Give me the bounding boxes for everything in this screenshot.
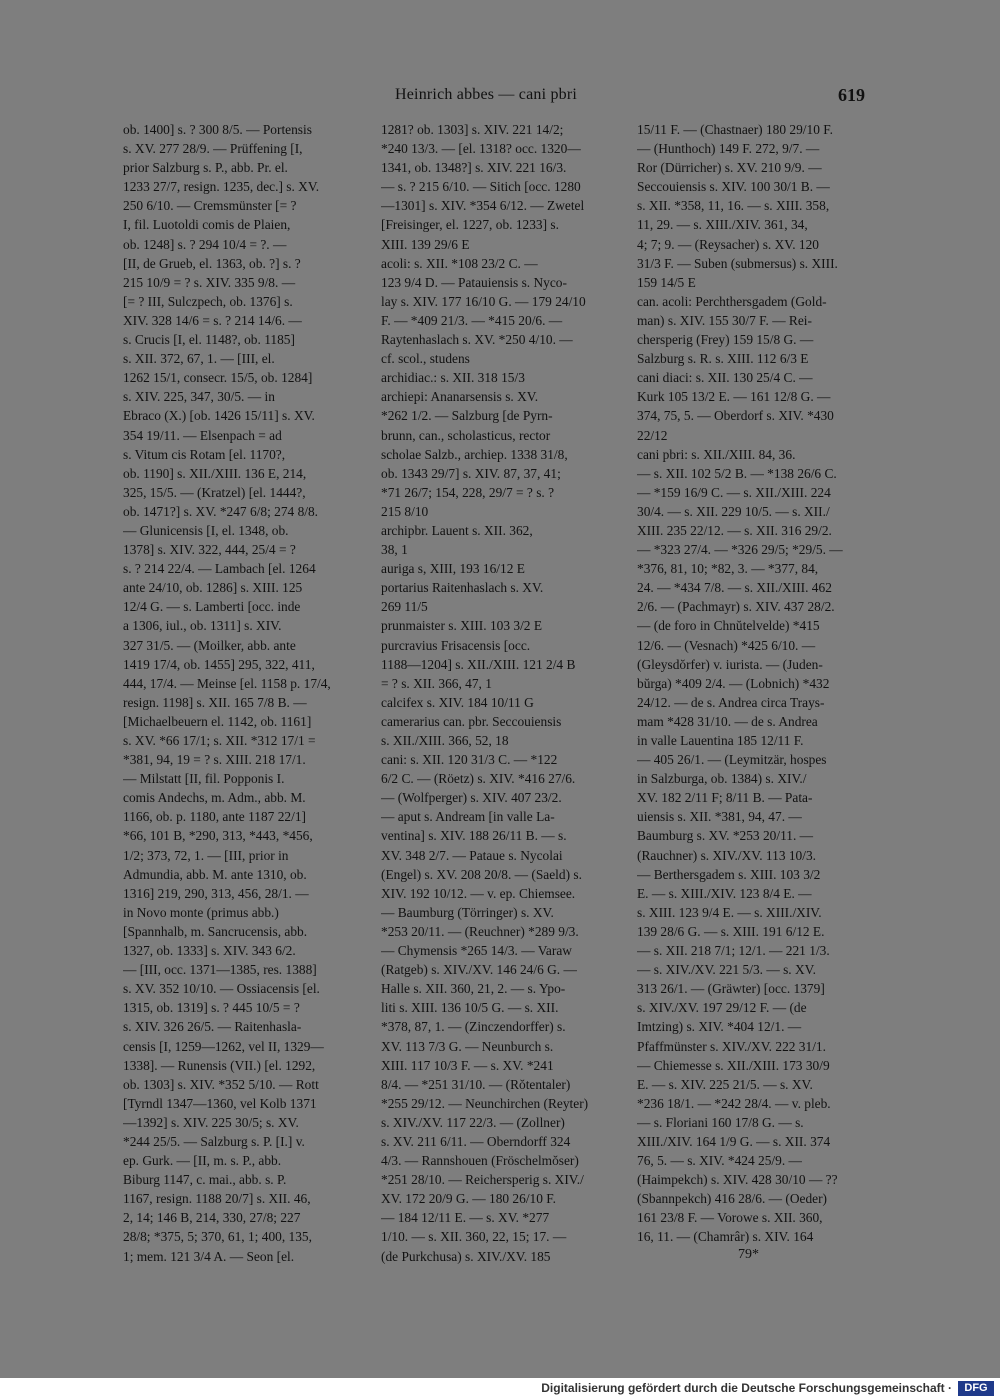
text-line: 28/8; *375, 5; 370, 61, 1; 400, 135, — [123, 1229, 312, 1245]
text-line: s. Crucis [I, el. 1148?, ob. 1185] — [123, 332, 295, 348]
text-line: — (Hunthoch) 149 F. 272, 9/7. — — [637, 141, 820, 157]
text-line: 215 8/10 — [381, 503, 429, 519]
text-line: ob. 1343 29/7] s. XIV. 87, 37, 41; — [381, 465, 561, 481]
text-line: [Michaelbeuern el. 1142, ob. 1161] — [123, 713, 312, 729]
text-line: —1301] s. XIV. *354 6/12. — Zwetel — [381, 198, 585, 214]
text-line: ob. 1471?] s. XV. *247 6/8; 274 8/8. — [123, 503, 319, 519]
text-line: 4; 7; 9. — (Reysacher) s. XV. 120 — [637, 236, 819, 252]
text-line: s. XV. 352 10/10. — Ossiacensis [el. — [123, 981, 320, 997]
text-line: 1262 15/1, consecr. 15/5, ob. 1284] — [123, 370, 313, 386]
text-line: 15/11 F. — (Chastnaer) 180 29/10 F. — [637, 122, 833, 137]
text-line: XV. 113 7/3 G. — Neunburch s. — [381, 1038, 554, 1054]
text-line: —1392] s. XIV. 225 30/5; s. XV. — [123, 1114, 299, 1130]
text-line: — Chiemesse s. XII./XIII. 173 30/9 — [637, 1057, 830, 1073]
text-line: *255 29/12. — Neunchirchen (Reyter) — [381, 1095, 589, 1111]
text-line: portarius Raitenhaslach s. XV. — [381, 580, 544, 596]
text-line: 8/4. — *251 31/10. — (Rŏtentaler) — [381, 1076, 571, 1092]
text-line: comis Andechs, m. Adm., abb. M. — [123, 790, 306, 806]
text-line: XV. 348 2/7. — Pataue s. Nycolai — [381, 847, 563, 863]
text-line: Baumburg s. XV. *253 20/11. — — [637, 828, 814, 844]
text-line: in valle Lauentina 185 12/11 F. — [637, 733, 804, 748]
text-line: 12/4 G. — s. Lamberti [occ. inde — [123, 599, 301, 615]
text-line: — aput s. Andream [in valle La- — [381, 809, 555, 825]
text-column-3 — [637, 120, 877, 1247]
text-line: 161 23/8 F. — Vorowe s. XII. 360, — [637, 1210, 823, 1226]
text-line: 1166, ob. p. 1180, ante 1187 22/1] — [123, 809, 306, 825]
text-line: — (de foro in Chnŭtelvelde) *415 — [637, 618, 820, 634]
text-line: — Baumburg (Törringer) s. XV. — [381, 904, 554, 920]
text-line: — s. ? 215 6/10. — Sitich [occ. 1280 — [381, 179, 581, 195]
text-line: I, fil. Luotoldi comis de Plaien, — [123, 217, 291, 233]
text-line: archipbr. Lauent s. XII. 362, — [381, 522, 533, 538]
text-line: Imtzing) s. XIV. *404 12/1. — — [637, 1019, 802, 1035]
text-line: 215 10/9 = ? s. XIV. 335 9/8. — — [123, 274, 296, 290]
text-line: 1315, ob. 1319] s. ? 445 10/5 = ? — [123, 1000, 300, 1016]
text-line: ante 24/10, ob. 1286] s. XIII. 125 — [123, 580, 303, 596]
text-line: Biburg 1147, c. mai., abb. s. P. — [123, 1172, 287, 1188]
text-line: *376, 81, 10; *82, 3. — *377, 84, — [637, 561, 819, 577]
text-line: XIII. 117 10/3 F. — s. XV. *241 — [381, 1057, 554, 1073]
text-line: F. — *409 21/3. — *415 20/6. — — [381, 312, 563, 328]
text-line: 1316] 219, 290, 313, 456, 28/1. — — [123, 885, 309, 901]
dfg-logo: DFG — [958, 1381, 994, 1396]
text-line: 6/2 C. — (Röetz) s. XIV. *416 27/6. — [381, 771, 576, 787]
text-line: 30/4. — s. XII. 229 10/5. — s. XII./ — [637, 503, 830, 519]
text-line: 325, 15/5. — (Kratzel) [el. 1444?, — [123, 484, 306, 500]
text-line: *378, 87, 1. — (Zinczendorffer) s. — [381, 1019, 566, 1035]
text-line: 22/12 — [637, 427, 668, 443]
text-line: XIII./XIV. 164 1/9 G. — s. XII. 374 — [637, 1133, 831, 1149]
text-line: 1341, ob. 1348?] s. XIV. 221 16/3. — [381, 160, 567, 176]
text-line: — Chymensis *265 14/3. — Varaw — [381, 943, 572, 959]
text-line: 24. — *434 7/8. — s. XII./XIII. 462 — [637, 580, 832, 596]
text-line: 12/6. — (Vesnach) *425 6/10. — — [637, 637, 816, 653]
text-line: acoli: s. XII. *108 23/2 C. — — [381, 255, 538, 271]
text-line: scholae Salzb., archiep. 1338 31/8, — [381, 446, 568, 462]
text-line: ventina] s. XIV. 188 26/11 B. — s. — [381, 828, 567, 844]
text-line: *240 13/3. — [el. 1318? occ. 1320— — [381, 141, 581, 157]
text-line: 16, 11. — (Chamrâr) s. XIV. 164 — [637, 1229, 814, 1245]
text-line: *251 28/10. — Reichersperig s. XIV./ — [381, 1172, 584, 1188]
text-line: 354 19/11. — Elsenpach = ad — [123, 427, 282, 443]
text-line: 269 11/5 — [381, 599, 428, 615]
footer-credit: Digitalisierung gefördert durch die Deutsche Forschungsgemeinschaft · — [541, 1381, 952, 1395]
text-line: auriga s, XIII, 193 16/12 E — [381, 561, 525, 577]
text-line: — (Wolfperger) s. XIV. 407 23/2. — [381, 790, 562, 806]
text-line: can. acoli: Perchthersgadem (Gold- — [637, 293, 827, 309]
text-line: uiensis s. XII. *381, 94, 47. — — [637, 809, 802, 825]
text-line: 1/10. — s. XII. 360, 22, 15; 17. — — [381, 1229, 567, 1245]
text-line: 139 28/6 G. — s. XIII. 191 6/12 E. — [637, 923, 825, 939]
text-line: 123 9/4 D. — Patauiensis s. Nyco- — [381, 274, 567, 290]
text-line: Halle s. XII. 360, 21, 2. — s. Ypo- — [381, 981, 566, 997]
text-line: camerarius can. pbr. Seccouiensis — [381, 713, 562, 729]
text-line: 1419 17/4, ob. 1455] 295, 322, 411, — [123, 656, 315, 672]
text-line: bŭrga) *409 2/4. — (Lobnich) *432 — [637, 675, 830, 691]
text-line: Admundia, abb. M. ante 1310, ob. — [123, 866, 307, 882]
text-line: s. XIII. 123 9/4 E. — s. XIII./XIV. — [637, 904, 822, 920]
text-line: 327 31/5. — (Moilker, abb. ante — [123, 637, 296, 653]
text-line: — Milstatt [II, fil. Popponis I. — [123, 771, 285, 787]
text-line: 31/3 F. — Suben (submersus) s. XIII. — [637, 255, 838, 271]
text-line: (Sbannpekch) 416 28/6. — (Oeder) — [637, 1191, 828, 1207]
text-line: *66, 101 B, *290, 313, *443, *456, — [123, 828, 313, 844]
text-line: *236 18/1. — *242 28/4. — v. pleb. — [637, 1095, 831, 1111]
text-line: ob. 1248] s. ? 294 10/4 = ?. — — [123, 236, 287, 252]
text-line: 250 6/10. — Cremsmünster [= ? — [123, 198, 297, 214]
text-line: man) s. XIV. 155 30/7 F. — Rei- — [637, 312, 812, 328]
text-line: lay s. XIV. 177 16/10 G. — 179 24/10 — [381, 293, 586, 309]
text-line: — s. XIV./XV. 221 5/3. — s. XV. — [637, 962, 816, 978]
text-line: XIII. 139 29/6 E — [381, 236, 470, 252]
text-line: (de Purkchusa) s. XIV./XV. 185 — [381, 1248, 551, 1264]
text-line: — Berthersgadem s. XIII. 103 3/2 — [637, 866, 821, 882]
text-line: E. — s. XIII./XIV. 123 8/4 E. — — [637, 885, 812, 901]
text-line: censis [I, 1259—1262, vel II, 1329— — [123, 1038, 324, 1054]
text-line: *381, 94, 19 = ? s. XIII. 218 17/1. — [123, 752, 306, 768]
text-line: — [III, occ. 1371—1385, res. 1388] — [123, 962, 317, 978]
text-line: s. XII./XIII. 366, 52, 18 — [381, 733, 509, 748]
text-line: s. XIV. 326 26/5. — Raitenhasla- — [123, 1019, 302, 1035]
text-line: XV. 182 2/11 F; 8/11 B. — Pata- — [637, 790, 813, 806]
text-line: — 184 12/11 E. — s. XV. *277 — [381, 1210, 550, 1226]
text-line: Ebraco (X.) [ob. 1426 15/11] s. XV. — [123, 408, 315, 424]
text-line: Kurk 105 13/2 E. — 161 12/8 G. — — [637, 389, 831, 405]
text-line: *253 20/11. — (Reuchner) *289 9/3. — [381, 923, 579, 939]
text-line: Pfaffmünster s. XIV./XV. 222 31/1. — [637, 1038, 826, 1054]
text-line: prior Salzburg s. P., abb. Pr. el. — [123, 160, 288, 176]
text-line: purcravius Frisacensis [occ. — [381, 637, 531, 653]
text-line: 1188—1204] s. XII./XIII. 121 2/4 B — [381, 656, 576, 672]
text-line: s. XIV. 225, 347, 30/5. — in — [123, 389, 275, 405]
text-line: 76, 5. — s. XIV. *424 25/9. — — [637, 1153, 802, 1169]
text-line: — *159 16/9 C. — s. XII./XIII. 224 — [637, 484, 831, 500]
text-column-1 — [123, 120, 363, 1266]
signature-mark: 79* — [738, 1247, 759, 1262]
text-line: 1; mem. 121 3/4 A. — Seon [el. — [123, 1248, 295, 1264]
text-line: s. XIV./XV. 117 22/3. — (Zollner) — [381, 1114, 565, 1130]
text-line: s. Vitum cis Rotam [el. 1170?, — [123, 446, 286, 462]
text-line: Seccouiensis s. XIV. 100 30/1 B. — — [637, 179, 830, 195]
text-line: 11, 29. — s. XIII./XIV. 361, 34, — [637, 217, 808, 233]
text-line: Salzburg s. R. s. XIII. 112 6/3 E — [637, 351, 809, 367]
text-line: liti s. XIII. 136 10/5 G. — s. XII. — [381, 1000, 559, 1016]
text-line: resign. 1198] s. XII. 165 7/8 B. — — [123, 694, 307, 710]
text-line: 444, 17/4. — Meinse [el. 1158 p. 17/4, — [123, 675, 331, 691]
text-line: XV. 172 20/9 G. — 180 26/10 F. — [381, 1191, 557, 1207]
text-line: 2, 14; 146 B, 214, 330, 27/8; 227 — [123, 1210, 301, 1226]
text-line: [Freisinger, el. 1227, ob. 1233] s. — [381, 217, 559, 233]
text-line: mam *428 31/10. — de s. Andrea — [637, 713, 818, 729]
text-line: in Novo monte (primus abb.) — [123, 904, 279, 920]
text-line: archiepi: Ananarsensis s. XV. — [381, 389, 539, 405]
text-line: ob. 1303] s. XIV. *352 5/10. — Rott — [123, 1076, 319, 1092]
text-line: *262 1/2. — Salzburg [de Pyrn- — [381, 408, 553, 424]
text-line: cani: s. XII. 120 31/3 C. — *122 — [381, 752, 558, 768]
text-line: [Spannhalb, m. Sancrucensis, abb. — [123, 923, 308, 939]
text-line: archidiac.: s. XII. 318 15/3 — [381, 370, 525, 386]
text-line: — s. XII. 218 7/1; 12/1. — 221 1/3. — [637, 943, 830, 959]
text-line: s. XIV./XV. 197 29/12 F. — (de — [637, 1000, 807, 1016]
text-line: ob. 1400] s. ? 300 8/5. — Portensis — [123, 122, 312, 137]
text-line: XIII. 235 22/12. — s. XII. 316 29/2. — [637, 522, 832, 538]
text-line: 1167, resign. 1188 20/7] s. XII. 46, — [123, 1191, 311, 1207]
text-line: in Salzburga, ob. 1384) s. XIV./ — [637, 771, 807, 787]
text-line: s. XV. *66 17/1; s. XII. *312 17/1 = — [123, 733, 316, 748]
text-line: (Rauchner) s. XIV./XV. 113 10/3. — [637, 847, 817, 863]
text-line: [= ? III, Sulczpech, ob. 1376] s. — [123, 293, 293, 309]
text-line: 1281? ob. 1303] s. XIV. 221 14/2; — [381, 122, 564, 137]
text-line: — *323 27/4. — *326 29/5; *29/5. — — [637, 542, 843, 558]
text-line: XIV. 328 14/6 = s. ? 214 14/6. — — [123, 312, 302, 328]
text-line: — 405 26/1. — (Leymitzär, hospes — [637, 752, 827, 768]
text-line: = ? s. XII. 366, 47, 1 — [381, 675, 492, 691]
text-line: 313 26/1. — (Gräwter) [occ. 1379] — [637, 981, 825, 997]
text-line: 1378] s. XIV. 322, 444, 25/4 = ? — [123, 542, 296, 558]
text-line: (Engel) s. XV. 208 20/8. — (Saeld) s. — [381, 866, 582, 882]
text-line: 38, 1 — [381, 542, 408, 558]
text-line: (Haimpekch) s. XIV. 428 30/10 — ?? — [637, 1172, 838, 1188]
text-line: — s. XII. 102 5/2 B. — *138 26/6 C. — [637, 465, 837, 481]
text-line: s. XV. 211 6/11. — Oberndorff 324 — [381, 1133, 571, 1149]
text-line: — s. Floriani 160 17/8 G. — s. — [637, 1114, 804, 1130]
text-line: [II, de Grueb, el. 1363, ob. ?] s. ? — [123, 255, 301, 271]
text-line: 159 14/5 E — [637, 274, 696, 290]
text-line: chersperig (Frey) 159 15/8 G. — — [637, 332, 814, 348]
text-line: Raytenhaslach s. XV. *250 4/10. — — [381, 332, 573, 348]
text-line: a 1306, iul., ob. 1311] s. XIV. — [123, 618, 282, 634]
text-line: ep. Gurk. — [II, m. s. P., abb. — [123, 1153, 282, 1169]
text-line: 374, 75, 5. — Oberdorf s. XIV. *430 — [637, 408, 834, 424]
text-line: cani pbri: s. XII./XIII. 84, 36. — [637, 446, 796, 462]
text-line: 4/3. — Rannshouen (Fröschelmŏser) — [381, 1153, 579, 1169]
text-line: s. ? 214 22/4. — Lambach [el. 1264 — [123, 561, 316, 577]
text-line: brunn, can., scholasticus, rector — [381, 427, 551, 443]
text-line: s. XII. 372, 67, 1. — [III, el. — [123, 351, 275, 367]
text-line: 1327, ob. 1333] s. XIV. 343 6/2. — [123, 943, 296, 959]
running-title: Heinrich abbes — cani pbri — [395, 86, 578, 103]
text-line: cf. scol., studens — [381, 351, 470, 367]
text-line: cani diaci: s. XII. 130 25/4 C. — — [637, 370, 813, 386]
text-column-2 — [381, 120, 621, 1266]
footer-bar — [0, 1378, 1000, 1400]
text-line: 24/12. — de s. Andrea circa Trays- — [637, 694, 825, 710]
page-number: 619 — [838, 85, 865, 105]
text-line: (Gleysdŏrfer) v. iurista. — (Juden- — [637, 656, 823, 672]
text-line: XIV. 192 10/12. — v. ep. Chiemsee. — [381, 885, 576, 901]
text-line: ob. 1190] s. XII./XIII. 136 E, 214, — [123, 465, 307, 481]
text-line: 2/6. — (Pachmayr) s. XIV. 437 28/2. — [637, 599, 835, 615]
text-line: [Tyrndl 1347—1360, vel Kolb 1371 — [123, 1095, 317, 1111]
text-line: *71 26/7; 154, 228, 29/7 = ? s. ? — [381, 484, 555, 500]
text-line: s. XV. 277 28/9. — Prüffening [I, — [123, 141, 303, 157]
text-line: s. XII. *358, 11, 16. — s. XIII. 358, — [637, 198, 830, 214]
text-line: calcifex s. XIV. 184 10/11 G — [381, 694, 534, 710]
text-line: 1/2; 373, 72, 1. — [III, prior in — [123, 847, 289, 863]
text-line: (Ratgeb) s. XIV./XV. 146 24/6 G. — — [381, 962, 577, 978]
text-line: *244 25/5. — Salzburg s. P. [I.] v. — [123, 1133, 305, 1149]
text-line: 1233 27/7, resign. 1235, dec.] s. XV. — [123, 179, 320, 195]
text-line: prunmaister s. XIII. 103 3/2 E — [381, 618, 543, 634]
text-line: E. — s. XIV. 225 21/5. — s. XV. — [637, 1076, 813, 1092]
text-line: Ror (Dürricher) s. XV. 210 9/9. — — [637, 160, 822, 176]
text-line: 1338]. — Runensis (VII.) [el. 1292, — [123, 1057, 316, 1073]
text-line: — Glunicensis [I, el. 1348, ob. — [123, 522, 289, 538]
